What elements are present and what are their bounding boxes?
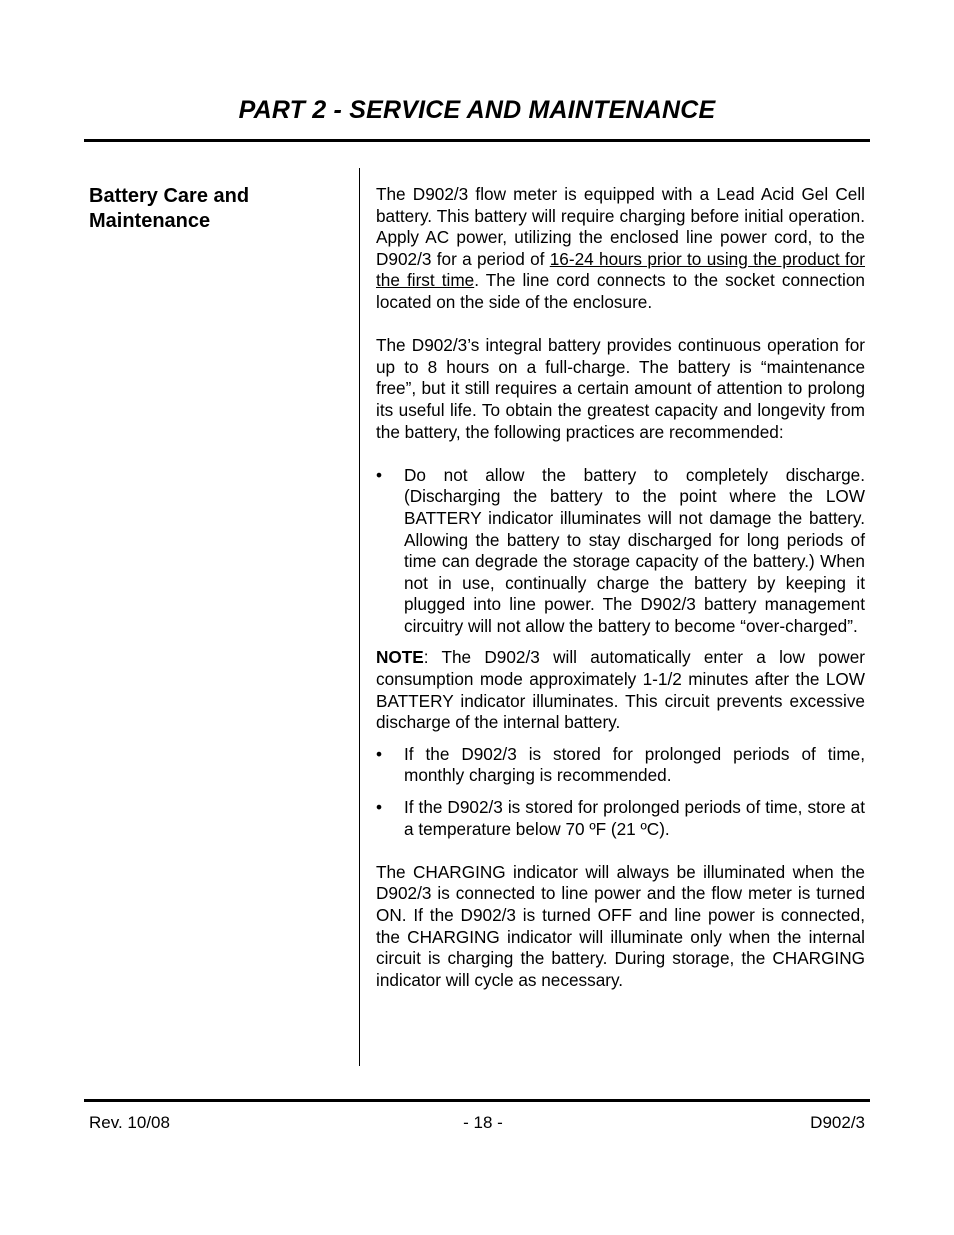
intro-text-a: The D902/3 flow meter is equipped with a Lead Acid Gel Cell battery. This battery will require charging before initial operation. Apply AC power, utilizing the enclosed line power cord, to the D902/3 for a period of [376, 184, 865, 269]
header-rule [84, 139, 870, 142]
bullet-icon: • [376, 464, 383, 485]
bullet-item-monthly-charging [376, 744, 865, 787]
body-column [376, 184, 865, 991]
charging-paragraph: The CHARGING indicator will always be illuminated when the D902/3 is connected to line power and the flow meter is turned ON. If the D902/3 is turned OFF and line power is connected, the CHARGING indicator will illuminate only when the internal circuit is charging the battery. During storage, the CHARGING indicator will cycle as necessary. [376, 861, 865, 990]
intro-paragraph [376, 184, 865, 314]
bullet-icon: • [376, 743, 383, 764]
bullet-item-storage-temperature [376, 797, 865, 840]
footer-page-number: - 18 - [463, 1113, 503, 1132]
bullet-text: If the D902/3 is stored for prolonged periods of time, store at a temperature below 70 ºF (21 ºC). [404, 797, 865, 839]
page-title: PART 2 - SERVICE AND MAINTENANCE [238, 96, 716, 124]
intro-underlined-text: 16-24 hours prior to using the product for the first time [376, 248, 866, 291]
note-text: : The D902/3 will automatically enter a low power consumption mode approximately 1-1/2 minutes after the LOW BATTERY indicator illuminates. This circuit prevents excessive discharge of the internal battery. [376, 647, 865, 733]
bullet-icon: • [376, 797, 383, 818]
note-paragraph [376, 647, 865, 733]
section-title: Battery Care and Maintenance [89, 185, 250, 232]
footer-rule [84, 1099, 870, 1102]
note-label: NOTE [376, 647, 424, 668]
bullet-text: If the D902/3 is stored for prolonged periods of time, monthly charging is recommended. [404, 743, 865, 786]
intro-text-b: . The line cord connects to the socket connection located on the side of the enclosure. [376, 270, 865, 312]
footer-revision: Rev. 10/08 [89, 1113, 170, 1132]
footer-model: D902/3 [810, 1113, 865, 1132]
bullet-item-discharge [376, 465, 865, 638]
bullet-text: Do not allow the battery to completely discharge. (Discharging the battery to the point where the LOW BATTERY indicator illuminates will not damage the battery. Allowing the battery to stay discharged for long periods of time can degrade the storage capacity of the battery.) When not in use, continually charge the battery by keeping it plugged into line power. The D902/3 battery management circuitry will not allow the battery to become “over-charged”. [404, 464, 865, 636]
battery-paragraph: The D902/3’s integral battery provides continuous operation for up to 8 hours on a full-charge. The battery is “maintenance free”, but it still requires a certain amount of attention to prolong its useful life. To obtain the greatest capacity and longevity from the battery, the following practices are recommended: [376, 335, 865, 442]
column-divider [359, 168, 360, 1066]
